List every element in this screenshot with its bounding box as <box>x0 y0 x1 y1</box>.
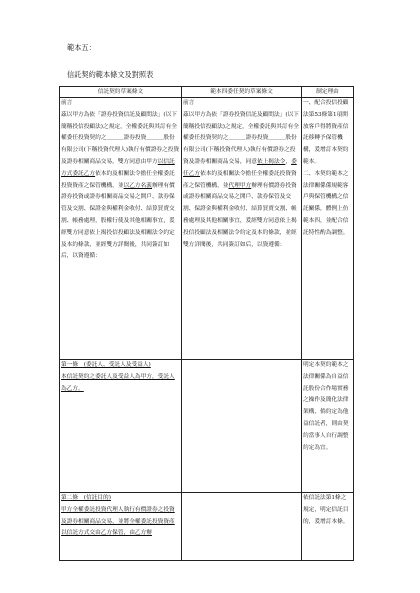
header-mandate-draft: 範本四委任契約草案條文 <box>182 87 302 98</box>
page-title: 信託契約範本條文及對照表 <box>67 70 154 79</box>
text-segment: 以信託方式委託乙方 <box>61 158 175 177</box>
text-segment: 依本約及相關法令擔任全權委託投資資產之保管機構，並 <box>183 170 297 189</box>
header-reason: 制定理由 <box>302 87 354 98</box>
table-row <box>60 493 354 561</box>
text-segment: 辦理有價證券投資或證券相關商品交易之開戶、款券保管及交割、保證金與權利金收付、結算買賣交割、帳務處理及其他相關事宜，爰經雙方同意依上揭投信投顧法及相關法令約定及本約條款，並經雙方詳閱後，共同簽訂如后，以資遵循： <box>183 182 297 248</box>
text-segment: 明定本契約範本之法律關係為自益信託股份合作場實務之操作及簡化法律架構，倘約定為他益信託者，則由契約當事人自行調整約定為宜。 <box>303 362 349 451</box>
text-segment: 依信託法第1條之規定，明定信託目的，爰增訂本條。 <box>303 495 349 525</box>
text-segment: 前言 <box>61 100 73 106</box>
cell-trust-draft <box>60 360 182 493</box>
cell-trust-draft <box>60 98 182 360</box>
text-segment: 辦理有價證券投資或證券相關商品交易之開戶、款券保管及交割、保證金與權利金收付、結算買賣交割、帳務處理，股權行使及其他相關事宜，爰經雙方同意依上揭投信投顧法及相關法令約定及本約條款，並經雙方詳閱後，共同簽訂如后，以資遵循： <box>61 182 175 260</box>
text-segment: 前言 <box>183 100 195 106</box>
text-segment: 甲方全權委託投資代理人執行有價證券之投資及證券相關商品交易，並將全權委託投資資產以信託方式交由乙方保管，由乙方辦 <box>61 506 175 537</box>
cell-reason <box>302 98 354 360</box>
text-segment: 依本約及相關法令擔任全權委託投資資產之保管機構，並 <box>61 170 175 189</box>
text-segment: ， <box>285 158 292 165</box>
text-segment: 第一條 (委託人、受託人及受益人) <box>61 362 151 368</box>
cell-mandate-draft <box>182 98 302 360</box>
header-trust-draft: 信託契約草案條文 <box>60 87 182 98</box>
text-segment: 第二條 (信託目的) <box>61 495 111 501</box>
text-segment: 依上揭法令 <box>256 158 286 165</box>
text-segment: 茲以甲方為依「證券投資信託及顧問法」(以下簡稱投信投顧法)之規定，全權委託與其訂有全權委任投資契約之＿＿＿證券投資＿＿＿股份有限公司(下稱投資代理人)執行有價證券之投資及證券相關商品交易，同意 <box>183 111 299 165</box>
cell-mandate-draft <box>182 360 302 493</box>
table-row <box>60 98 354 360</box>
text-segment: 二、本契約範本之法律關係係規範客戶與保管機構之信託關係，體例上仿範本四，並配合信託特性酌為調整。 <box>303 170 349 236</box>
text-segment: 本信託契約之委託人及受益人為甲方，受託人為乙方。 <box>61 373 175 392</box>
cell-mandate-draft <box>182 493 302 561</box>
table-header-row <box>60 87 354 98</box>
table-row <box>60 360 354 493</box>
cell-reason <box>302 360 354 493</box>
cell-reason <box>302 493 354 561</box>
text-segment: 以乙方名義 <box>123 182 152 189</box>
page-label: 範本五： <box>67 43 96 52</box>
text-segment: 茲以甲方為依「證券投資信託及顧問法」(以下簡稱投信投顧法)之規定，全權委託與其訂有全權委任投資契約之＿＿＿證券投資＿＿＿股份有限公司(下稱投資代理人)執行有價證券之投資及證券相關商品交易，雙方同意由甲方 <box>61 111 180 165</box>
text-segment: 代理甲方 <box>228 182 252 189</box>
text-segment: 委任乙方 <box>183 158 297 177</box>
cell-trust-draft <box>60 493 182 561</box>
text-segment: 一、配合投信投顧法第53條第1項開放客戶得將資產信託移轉予保管機構，爰增訂本契約範本。 <box>303 100 349 165</box>
comparison-table <box>59 86 354 561</box>
